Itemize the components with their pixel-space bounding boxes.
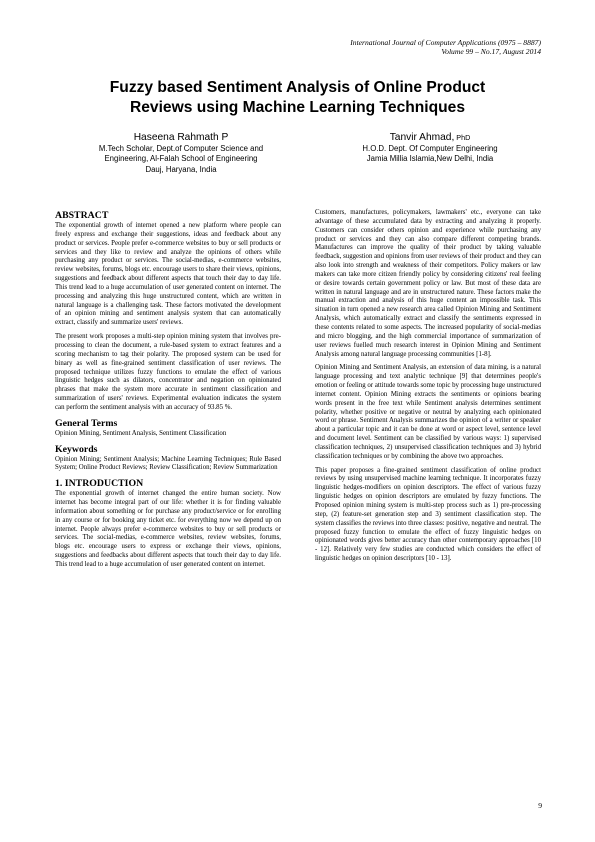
abstract-paragraph-2: The present work proposes a multi-step opinion mining system that involves pre-processing to clean the document, a rule-based system to extract features and a scoring mechanism to tag their polarity. The proposed system can be used for binary as well as fine-grained sentiment classification of user reviews. The proposed technique utilizes fuzzy functions to emulate the effect of various linguistic hedges such as dilators, concentrator and negation on opinionated phrases that make the system more accurate in sentiment classification and summarization of users' reviews. Experimental evaluation indicates the system can perform the sentiment analysis with an accuracy of 93.85 %. <box>55 333 281 411</box>
paper-title <box>40 78 555 118</box>
author-name: Haseena Rahmath P <box>133 132 229 143</box>
title-line-1: Fuzzy based Sentiment Analysis of Online Product <box>109 79 486 96</box>
introduction-paragraph-1: The exponential growth of internet changed the entire human society. Now internet has become integral part of our life: whether it is for finding valuable information about something or for purchase any product/service or for enrolling in any course or for booking any ticket etc. for everything now we depend up on internet. People always prefer e-commerce websites to buy or sell products or services. The social-medias, e-commerce websites, review websites, forums, blogs etc. encourage users to express or exchange their views, opinions, suggestions and feedbacks about different aspects that touch their day to day life. This trend lead to a huge accumulation of user generated content on internet. <box>55 490 281 568</box>
body-paragraph-1: Customers, manufactures, policymakers, lawmakers' etc., everyone can take advantage of these accumulated data by extracting and analyzing it properly. Customers can consider others opinion and experience while purchasing any product or services and they can also compare different competing brands. Manufactures can improve the quality of their product by taking valuable feedback, suggestion and opinions from user reviews of their product and they can also look into strength and weakness of their competitors. Policy makers or law makers can take more citizen friendly policy by considering citizens' real feeling or desire towards certain government policy or law. But most of these data are written in natural language and are in unstructured nature. These factors make the manual extraction and analysis of this huge content an impossible task. This situation in turn opened a new research area called Opinion Mining and Sentiment Analysis, which automatically extract and classify the sentiments expressed in these contents related to some aspects. The increased popularity of social-medias and micro blogging, and the high commercial importance of summarization of user reviews fuelled much research interest in Opinion Mining and Sentiment Analysis among natural language processing communities [1-8]. <box>315 209 541 358</box>
body-paragraph-3: This paper proposes a fine-grained sentiment classification of online product reviews by using unsupervised machine learning technique. It incorporates fuzzy linguistic hedges-modifiers on opinion descriptors. The effect of various fuzzy linguistic hedges on opinion descriptors are emulated by fuzzy functions. The Proposed opinion mining system is multi-step process such as 1) pre-processing step, (2) feature-set generation step and 3) sentiment classification step. The system classifies the reviews into three classes: positive, negative and neutral. The proposed fuzzy function to emulate the effect of fuzzy linguistic hedges on opinionated words gives better accuracy than other contemporary approaches [10 - 12]. Relatively very few studies are conducted which considers the effect of linguistic hedges on opinion descriptors [10 - 13]. <box>315 466 541 563</box>
author-name: Tanvir Ahmad, PhD <box>389 132 471 143</box>
title-line-2: Reviews using Machine Learning Techniques <box>129 99 466 116</box>
author-affiliation-line: Jamia Millia Islamia,New Delhi, India <box>366 154 494 164</box>
page-number: 9 <box>538 801 542 810</box>
author-affiliation-line: Engineering, Al-Falah School of Engineering <box>104 154 258 164</box>
author-affiliation-line: H.O.D. Dept. Of Computer Engineering <box>362 144 498 153</box>
journal-header <box>241 38 541 57</box>
journal-name: International Journal of Computer Applications (0975 – 8887) <box>350 38 541 47</box>
author-affiliation-line: Dauj, Haryana, India <box>145 164 217 174</box>
abstract-paragraph-1: The exponential growth of internet opened a new platform where people can freely express and exchange their suggestions, ideas and feedback about any product or services. People prefer e-commerce websites to buy or sell products or services and they like to review and analyze the opinions of others while purchasing any product or services. The social-medias, e-commerce websites, review websites, forums, blogs etc. encourage users to share their views, opinions, suggestions and feedback about different aspects that touch their day to day life. This trend lead to a huge accumulation of user generated content on internet. The processing and analyzing this huge unstructured content, which are written in natural language is a challenging task. These factors motivated the development of an opinion mining and sentiment analysis system that can automatically extract, classify and summarize users' reviews. <box>55 222 281 327</box>
introduction-heading: 1. INTRODUCTION <box>55 478 144 490</box>
author-block-1 <box>56 131 306 175</box>
keywords-text: Opinion Mining; Sentiment Analysis; Machine Learning Techniques; Rule Based System; Online Product Reviews; Review Classification; Review Summarization <box>55 455 281 472</box>
author-degree: PhD <box>454 133 471 142</box>
general-terms-heading: General Terms <box>55 417 118 429</box>
body-paragraph-2: Opinion Mining and Sentiment Analysis, an extension of data mining, is a natural language processing and text analytic technique [9] that determines people's emotion or feeling or attitude towards some topic by processing huge unstructured internet content. Opinion Mining extracts the sentiments or opinions bearing words present in the free text while Sentiment analysis determines sentiment polarity, whether positive or negative or neutral by analyzing each opinionated word or phrase. Sentiment Analysis summarizes the opinion of a writer or speaker about a particular topic and it can be done at word or aspect level, sentence level and document level. Sentiment can be classified by various ways: 1) supervised classification techniques, 2) unsupervised classification techniques and 3) hybrid classification techniques or by combining the above two approaches. <box>315 364 541 460</box>
keywords-heading: Keywords <box>55 443 98 455</box>
right-column <box>315 209 541 569</box>
journal-volume: Volume 99 – No.17, August 2014 <box>441 47 541 57</box>
author-affiliation-line: M.Tech Scholar, Dept.of Computer Science and <box>98 144 264 153</box>
author-block-2 <box>305 131 555 165</box>
left-column <box>55 210 281 575</box>
abstract-heading: ABSTRACT <box>55 210 109 221</box>
general-terms-text: Opinion Mining, Sentiment Analysis, Sentiment Classification <box>55 429 227 437</box>
